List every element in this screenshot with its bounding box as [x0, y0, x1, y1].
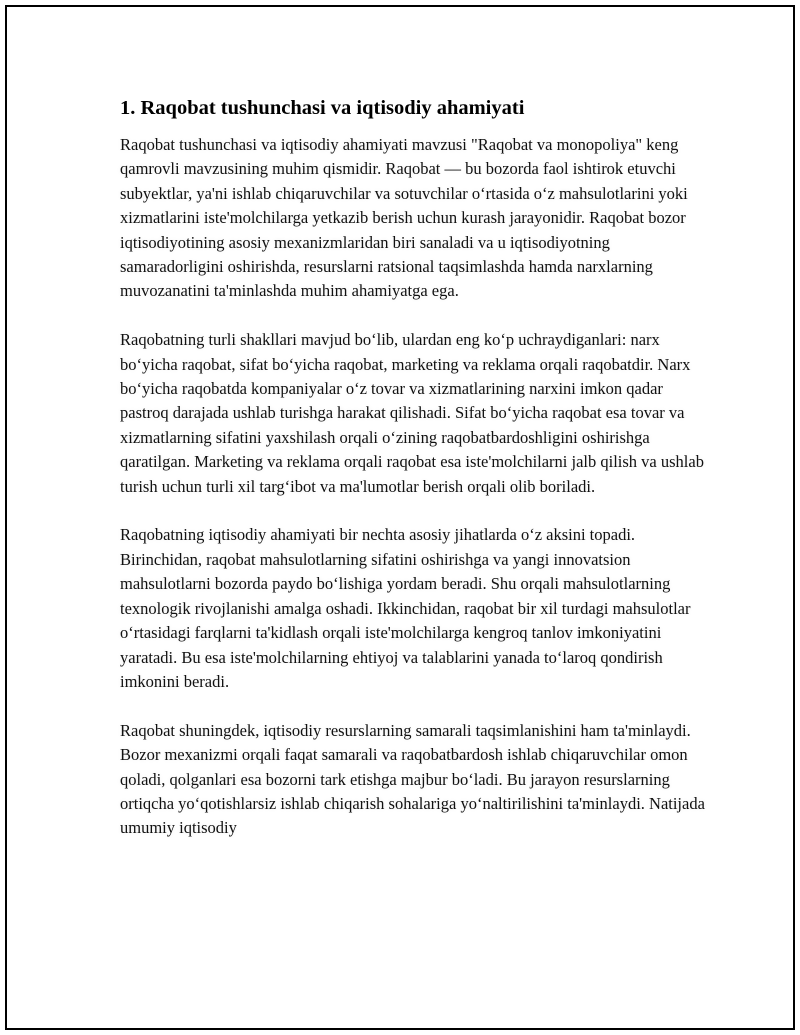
paragraph-3: Raqobatning iqtisodiy ahamiyati bir nechta asosiy jihatlarda o‘z aksini topadi. Birinchidan, raqobat mahsulotlarning sifatini oshirishga va yangi innovatsion mahsulotlarni bozorda paydo bo‘lishiga yordam beradi. Shu orqali mahsulotlarning texnologik rivojlanishi amalga oshadi. Ikkinchidan, raqobat bir xil turdagi mahsulotlar o‘rtasidagi farqlarni ta'kidlash orqali iste'molchilarga kengroq tanlov imkoniyatini yaratadi. Bu esa iste'molchilarning ehtiyoj va talablarini yanada to‘laroq qondirish imkonini beradi.: [120, 525, 691, 691]
page-content: [120, 95, 705, 865]
section-heading: 1. Raqobat tushunchasi va iqtisodiy ahamiyati: [120, 97, 525, 119]
paragraph-4: Raqobat shuningdek, iqtisodiy resurslarning samarali taqsimlanishini ham ta'minlaydi. Bozor mexanizmi orqali faqat samarali va raqobatbardosh ishlab chiqaruvchilar omon qoladi, qolganlari esa bozorni tark etishga majbur bo‘ladi. Bu jarayon resurslarning ortiqcha yo‘qotishlarsiz ishlab chiqarish sohalariga yo‘naltirilishini ta'minlaydi. Natijada umumiy iqtisodiy: [120, 720, 705, 838]
paragraph-1: Raqobat tushunchasi va iqtisodiy ahamiyati mavzusi "Raqobat va monopoliya" keng qamrovli mavzusining muhim qismidir. Raqobat — bu bozorda faol ishtirok etuvchi subyektlar, ya'ni ishlab chiqaruvchilar va sotuvchilar o‘rtasida o‘z mahsulotlarini yoki xizmatlarini iste'molchilarga yetkazib berish uchun kurash jarayonidir. Raqobat bozor iqtisodiyotining asosiy mexanizmlaridan biri sanaladi va u iqtisodiyotning samaradorligini oshirishda, resurslarni ratsional taqsimlashda hamda narxlarning muvozanatini ta'minlashda muhim ahamiyatga ega.: [120, 135, 688, 301]
document-page: [5, 5, 795, 1030]
paragraph-2: Raqobatning turli shakllari mavjud bo‘lib, ulardan eng ko‘p uchraydiganlari: narx bo‘yicha raqobat, sifat bo‘yicha raqobat, marketing va reklama orqali raqobatdir. Narx bo‘yicha raqobatda kompaniyalar o‘z tovar va xizmatlarining narxini imkon qadar pastroq darajada ushlab turishga harakat qilishadi. Sifat bo‘yicha raqobat esa tovar va xizmatlarning sifatini yaxshilash orqali o‘zining raqobatbardoshligini oshirishga qaratilgan. Marketing va reklama orqali raqobat esa iste'molchilarni jalb qilish va ushlab turish uchun turli xil targ‘ibot va ma'lumotlar berish orqali olib boriladi.: [120, 330, 704, 496]
